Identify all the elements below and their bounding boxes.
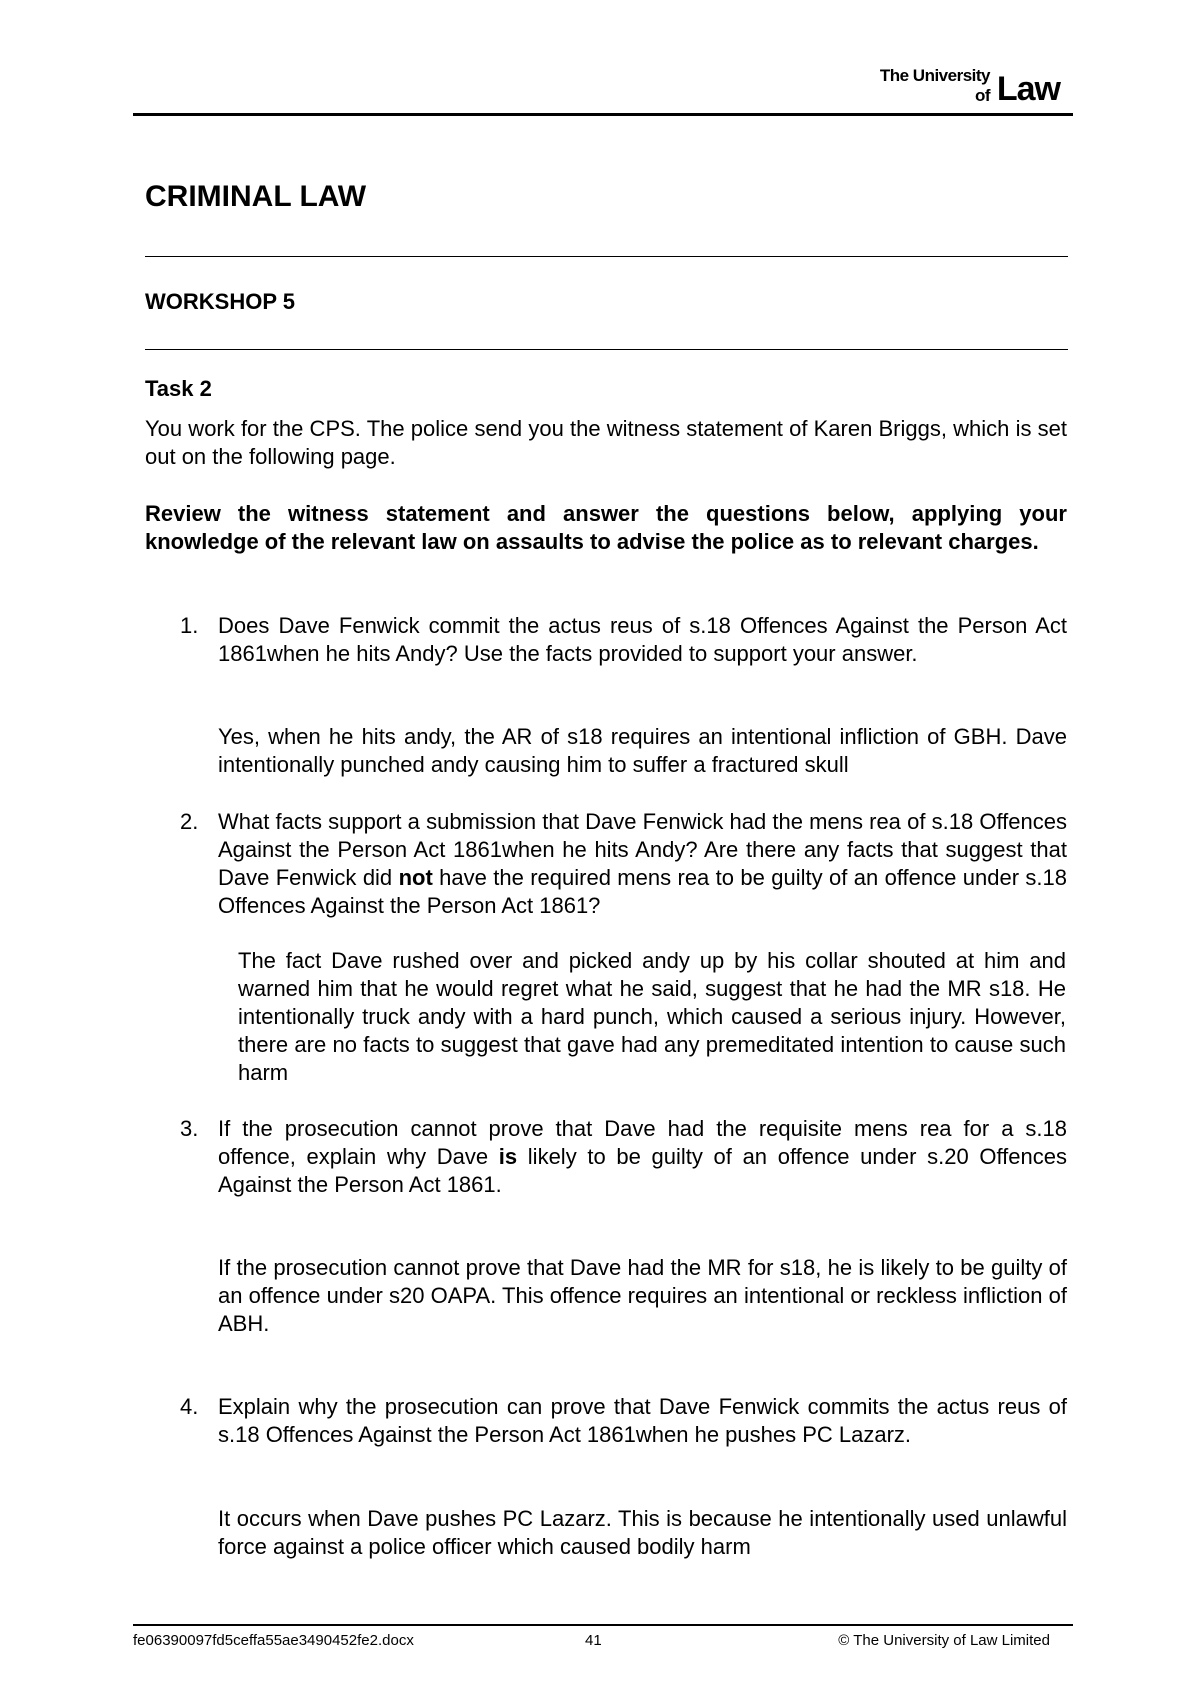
answer-2-text: The fact Dave rushed over and picked andy up by his collar shouted at him and warned him that he would regret what he said, suggest that he had the MR s18. He intentionally truck andy with a hard punch, which caused a serious injury. However, there are no facts to suggest that gave had any premeditated intention to cause such harm (238, 948, 1066, 1085)
question-2-text (218, 808, 1067, 920)
question-3-text (218, 1115, 1067, 1199)
question-2-text-part: have the required mens rea to be guilty of an offence under s.18 Offences Against the Person Act 1861? (218, 865, 1067, 918)
question-3-text-part: If the prosecution cannot prove that Dave had the requisite mens rea for a s.18 offence, explain why Dave (218, 1116, 1067, 1169)
question-2-emphasis: not (398, 865, 433, 890)
workshop-heading: WORKSHOP 5 (145, 289, 295, 314)
question-3-emphasis: is (498, 1144, 518, 1169)
question-2-text-part: What facts support a submission that Dave Fenwick had the mens rea of s.18 Offences Against the Person Act 1861when he hits Andy? Are there any facts that suggest that Dave Fenwick did (218, 809, 1067, 890)
task-instruction: Review the witness statement and answer the questions below, applying your knowledge of the relevant law on assaults to advise the police as to relevant charges. (145, 501, 1067, 554)
document-title: CRIMINAL LAW (145, 180, 367, 213)
answer-4-text: It occurs when Dave pushes PC Lazarz. This is because he intentionally used unlawful force against a police officer which caused bodily harm (218, 1506, 1067, 1559)
title-rule (145, 256, 1068, 257)
answer-3-text: If the prosecution cannot prove that Dave had the MR for s18, he is likely to be guilty of an offence under s20 OAPA. This offence requires an intentional or reckless infliction of ABH. (218, 1255, 1067, 1336)
footer-rule (133, 1624, 1073, 1626)
task-heading: Task 2 (145, 376, 212, 401)
logo-line-1: The University (879, 66, 990, 85)
question-number: 4. (180, 1394, 199, 1419)
question-3-text-part: likely to be guilty of an offence under s.20 Offences Against the Person Act 1861. (218, 1144, 1067, 1197)
logo-line-3: Law (996, 70, 1060, 108)
task-intro: You work for the CPS. The police send you the witness statement of Karen Briggs, which is set out on the following page. (145, 416, 1067, 469)
workshop-rule (145, 349, 1068, 350)
university-logo (850, 66, 1060, 106)
footer-copyright: © The University of Law Limited (838, 1632, 1050, 1649)
question-1-text: Does Dave Fenwick commit the actus reus of s.18 Offences Against the Person Act 1861when he hits Andy? Use the facts provided to support your answer. (218, 613, 1067, 666)
footer-page-number: 41 (585, 1632, 602, 1649)
question-4-text: Explain why the prosecution can prove that Dave Fenwick commits the actus reus of s.18 Offences Against the Person Act 1861when he pushes PC Lazarz. (218, 1394, 1067, 1447)
question-number: 3. (180, 1116, 199, 1141)
footer-filename: fe06390097fd5ceffa55ae3490452fe2.docx (133, 1632, 414, 1649)
header-rule (133, 113, 1073, 116)
question-number: 2. (180, 809, 199, 834)
answer-1-text: Yes, when he hits andy, the AR of s18 requires an intentional infliction of GBH. Dave intentionally punched andy causing him to suffer a fractured skull (218, 724, 1067, 777)
logo-line-2: of (974, 86, 990, 105)
question-number: 1. (180, 613, 199, 638)
